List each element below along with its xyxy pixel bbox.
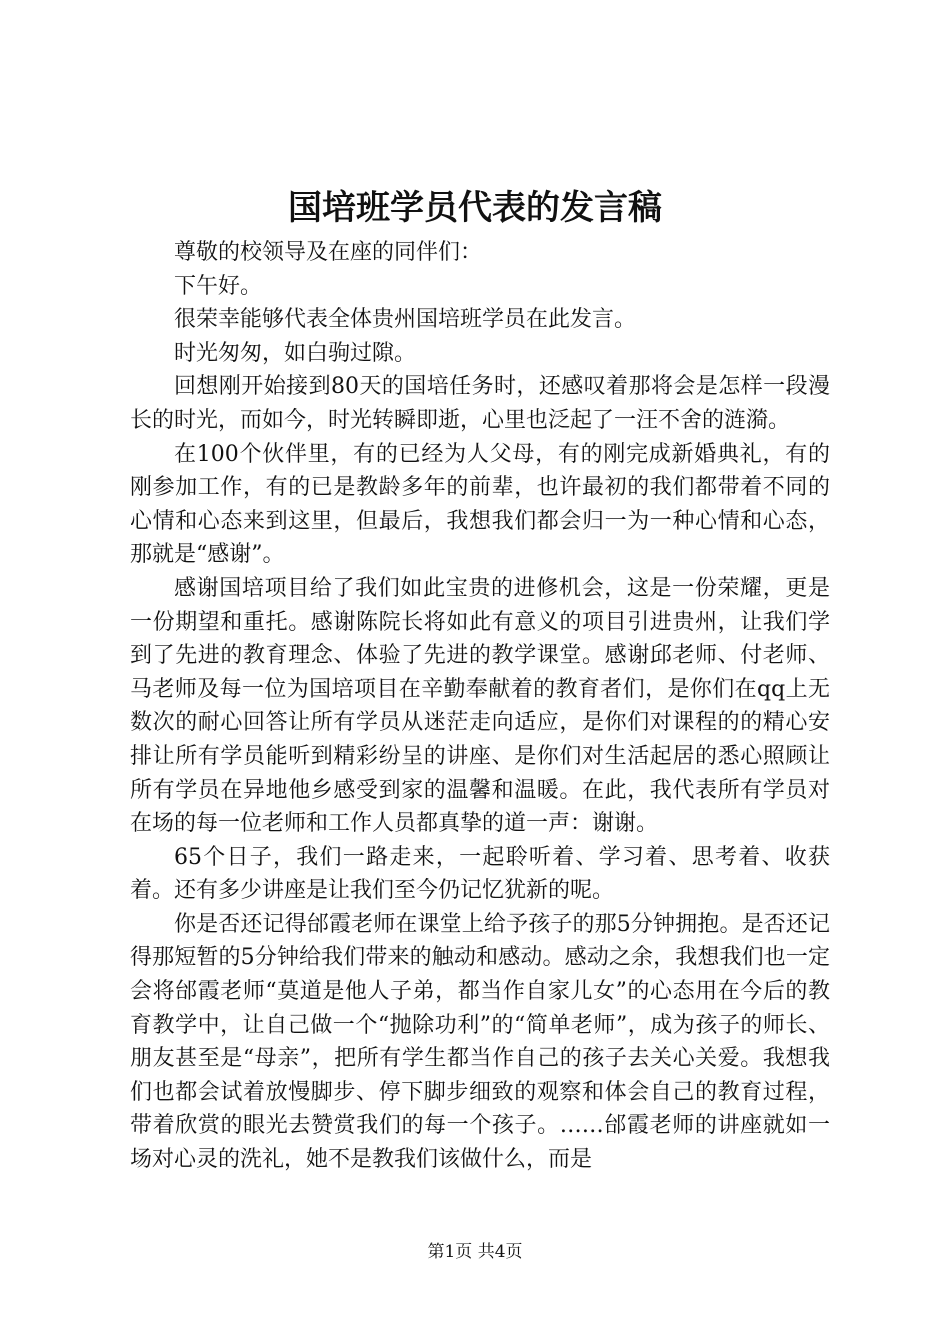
document-body [130,236,830,1177]
paragraph: 在100个伙伴里，有的已经为人父母，有的刚完成新婚典礼，有的刚参加工作，有的已是教龄多年的前辈，也许最初的我们都带着不同的心情和心态来到这里，但最后，我想我们都会归一为一种心情和心态，那就是“感谢”。 [130,441,830,568]
paragraph: 65个日子，我们一路走来，一起聆听着、学习着、思考着、收获着。还有多少讲座是让我们至今仍记忆犹新的呢。 [130,844,830,904]
paragraph: 你是否还记得邰霞老师在课堂上给予孩子的那5分钟拥抱。是否还记得那短暂的5分钟给我们带来的触动和感动。感动之余，我想我们也一定会将邰霞老师“莫道是他人子弟，都当作自家儿女”的心态用在今后的教育教学中，让自己做一个“抛除功利”的“简单老师”，成为孩子的师长、朋友甚至是“母亲”，把所有学生都当作自己的孩子去关心关爱。我想我们也都会试着放慢脚步、停下脚步细致的观察和体会自己的教育过程，带着欣赏的眼光去赞赏我们的每一个孩子。……邰霞老师的讲座就如一场对心灵的洗礼，她不是教我们该做什么，而是 [130,911,830,1173]
paragraph: 回想刚开始接到80天的国培任务时，还感叹着那将会是怎样一段漫长的时光，而如今，时光转瞬即逝，心里也泛起了一汪不舍的涟漪。 [130,374,830,433]
document-title: 国培班学员代表的发言稿 [288,188,662,228]
paragraph: 感谢国培项目给了我们如此宝贵的进修机会，这是一份荣耀，更是一份期望和重托。感谢陈院长将如此有意义的项目引进贵州，让我们学到了先进的教育理念、体验了先进的教学课堂。感谢邱老师、付老师、马老师及每一位为国培项目在辛勤奉献着的教育者们，是你们在qq上无数次的耐心回答让所有学员从迷茫走向适应，是你们对课程的的精心安排让所有学员能听到精彩纷呈的讲座、是你们对生活起居的悉心照顾让所有学员在异地他乡感受到家的温馨和温暖。在此，我代表所有学员对在场的每一位老师和工作人员都真挚的道一声：谢谢。 [130,575,830,837]
page-number-footer: 第1页 共4页 [427,1242,523,1262]
paragraph-salutation: 尊敬的校领导及在座的同伴们： [174,240,483,265]
paragraph: 时光匆匆，如白驹过隙。 [174,340,417,366]
paragraph: 很荣幸能够代表全体贵州国培班学员在此发言。 [174,307,637,333]
paragraph-greeting: 下午好。 [174,273,263,299]
